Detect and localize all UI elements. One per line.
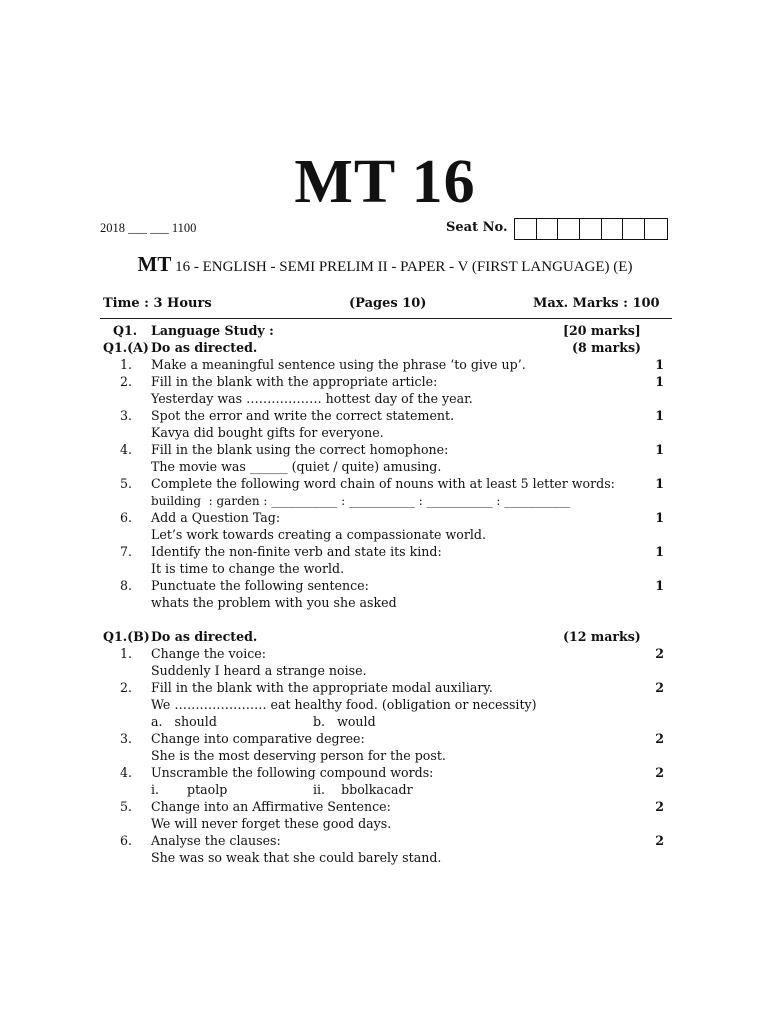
question-text: Fill in the blank with the appropriate article: <box>151 374 438 389</box>
question-subtext: Kavya did bought gifts for everyone. <box>151 425 384 440</box>
question-number: 2. <box>119 680 132 695</box>
question-subtext: We will never forget these good days. <box>151 816 392 831</box>
option-a: a. should <box>151 714 217 729</box>
question-text: Fill in the blank with the appropriate modal auxiliary. <box>151 680 493 695</box>
question-text: Add a Question Tag: <box>151 510 281 525</box>
question-text: Change into comparative degree: <box>151 731 365 746</box>
seat-number-label: Seat No. <box>446 220 508 235</box>
q1a-marks: (8 marks) <box>572 340 642 355</box>
paper-code-title: MT 16 <box>294 148 476 216</box>
question-text: Spot the error and write the correct statement. <box>151 408 455 423</box>
question-subtext: Let’s work towards creating a compassionate world. <box>151 527 486 542</box>
question-number: 2. <box>119 374 132 389</box>
question-subtext: Yesterday was ……………… hottest day of the year. <box>151 391 473 406</box>
question-mark: 2 <box>655 765 664 780</box>
question-text: Unscramble the following compound words: <box>151 765 434 780</box>
question-number: 7. <box>119 544 132 559</box>
question-mark: 2 <box>655 731 664 746</box>
question-number: 1. <box>119 357 132 372</box>
subject-prefix: MT <box>137 252 172 276</box>
question-mark: 2 <box>655 833 664 848</box>
question-mark: 1 <box>655 408 664 423</box>
question-text: Change into an Affirmative Sentence: <box>151 799 391 814</box>
max-marks-label: Max. Marks : 100 <box>533 296 660 311</box>
question-number: 4. <box>119 765 132 780</box>
question-mark: 2 <box>655 680 664 695</box>
question-mark: 1 <box>655 442 664 457</box>
subject-text: 16 - ENGLISH - SEMI PRELIM II - PAPER - V (FIRST LANGUAGE) (E) <box>171 259 633 275</box>
question-mark: 2 <box>655 646 664 661</box>
q1b-label: Q1.(B) <box>103 629 150 644</box>
question-subtext: building : garden : ___________ : ___________ : ___________ : ___________ <box>151 494 571 508</box>
seat-box <box>602 219 624 239</box>
question-text: Complete the following word chain of nouns with at least 5 letter words: <box>151 476 615 491</box>
q1a-label: Q1.(A) <box>103 340 149 355</box>
exam-code-line: 2018 ___ ___ 1100 <box>100 221 197 235</box>
question-text: Analyse the clauses: <box>151 833 281 848</box>
option-ii: ii. bbolkacadr <box>313 782 413 797</box>
question-mark: 1 <box>655 357 664 372</box>
time-label: Time : 3 Hours <box>103 296 212 311</box>
question-subtext: whats the problem with you she asked <box>151 595 397 610</box>
seat-box <box>580 219 602 239</box>
option-b: b. would <box>313 714 376 729</box>
question-subtext: She is the most deserving person for the post. <box>151 748 446 763</box>
question-subtext: The movie was ______ (quiet / quite) amusing. <box>151 459 442 474</box>
q1-title: Language Study : <box>151 323 274 338</box>
q1-label: Q1. <box>113 323 138 338</box>
question-text: Identify the non-finite verb and state its kind: <box>151 544 442 559</box>
seat-box <box>558 219 580 239</box>
question-text: Make a meaningful sentence using the phrase ‘to give up’. <box>151 357 526 372</box>
question-mark: 1 <box>655 510 664 525</box>
subject-title <box>0 252 770 277</box>
question-number: 8. <box>119 578 132 593</box>
q1a-title: Do as directed. <box>151 340 258 355</box>
question-text: Punctuate the following sentence: <box>151 578 369 593</box>
question-number: 5. <box>119 476 132 491</box>
question-subtext: It is time to change the world. <box>151 561 345 576</box>
q1-marks: [20 marks] <box>563 323 641 338</box>
question-mark: 1 <box>655 476 664 491</box>
seat-box <box>623 219 645 239</box>
seat-box <box>645 219 667 239</box>
question-subtext: We …………………. eat healthy food. (obligation or necessity) <box>151 697 537 712</box>
question-mark: 1 <box>655 578 664 593</box>
option-i: i. ptaolp <box>151 782 228 797</box>
q1b-title: Do as directed. <box>151 629 258 644</box>
question-subtext: Suddenly I heard a strange noise. <box>151 663 367 678</box>
seat-box <box>537 219 559 239</box>
seat-number-boxes <box>514 218 668 240</box>
question-number: 4. <box>119 442 132 457</box>
question-mark: 1 <box>655 544 664 559</box>
question-number: 6. <box>119 510 132 525</box>
question-number: 3. <box>119 408 132 423</box>
question-text: Change the voice: <box>151 646 266 661</box>
seat-box <box>515 219 537 239</box>
question-mark: 1 <box>655 374 664 389</box>
question-number: 6. <box>119 833 132 848</box>
question-number: 5. <box>119 799 132 814</box>
question-number: 3. <box>119 731 132 746</box>
q1b-marks: (12 marks) <box>563 629 641 644</box>
question-subtext: She was so weak that she could barely stand. <box>151 850 442 865</box>
question-text: Fill in the blank using the correct homophone: <box>151 442 449 457</box>
question-mark: 2 <box>655 799 664 814</box>
question-number: 1. <box>119 646 132 661</box>
header-divider <box>100 318 672 319</box>
pages-label: (Pages 10) <box>349 296 427 311</box>
